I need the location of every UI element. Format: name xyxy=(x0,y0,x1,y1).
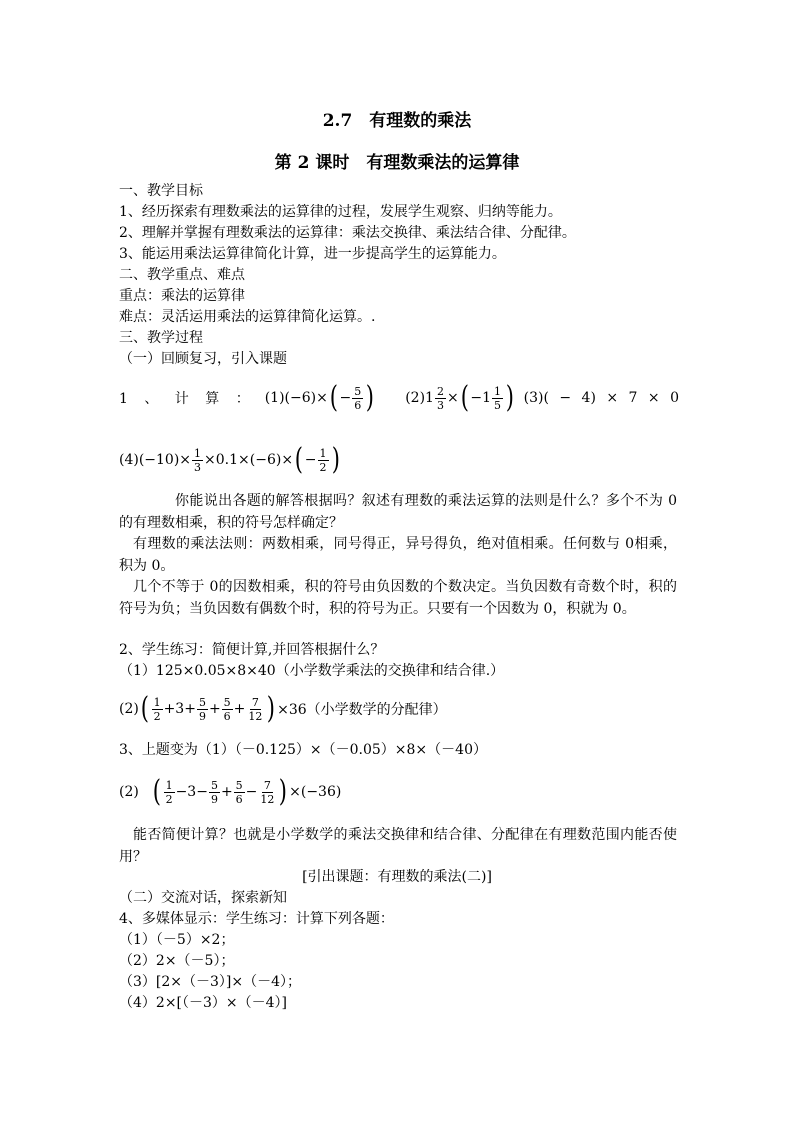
exercise-1 xyxy=(119,376,679,420)
numerator: 1 xyxy=(494,384,502,398)
denominator: 3 xyxy=(194,460,202,474)
paragraph: 你能说出各题的解答根据吗？叙述有理数的乘法运算的法则是什么？多个不为 0的有理数相乘，积的符号怎样确定？ xyxy=(119,493,677,531)
section-heading: 二、教学重点、难点 xyxy=(119,267,245,283)
paren-open: ( xyxy=(152,774,161,809)
practice-heading: 3、上题变为（1）（－0.125）×（－0.05）×8×（－40） xyxy=(119,742,487,758)
math-expr: (2) xyxy=(119,784,139,800)
paragraph: 有理数的乘法法则：两数相乘，同号得正，异号得负，绝对值相乘。任何数与 0相乘，积为 0。 xyxy=(119,536,677,574)
practice-heading: 2、学生练习：简便计算,并回答根据什么？ xyxy=(119,642,385,658)
math-expr: ×0.1×(−6)× xyxy=(204,452,294,468)
paren-close: ) xyxy=(505,380,515,415)
paragraph: 几个不等于 0的因数相乘，积的符号由负因数的个数决定。当负因数有奇数个时，积的符号为负；当负因数有偶数个时，积的符号为正。只要有一个因数为 0，积就为 0。 xyxy=(119,579,677,617)
practice-item-2 xyxy=(119,687,447,731)
math-expr: (2)1 xyxy=(405,390,434,406)
numerator: 7 xyxy=(263,778,271,792)
objective-line: 1、经历探索有理数乘法的运算律的过程，发展学生观察、归纳等能力。 xyxy=(119,204,562,220)
exercise-item: （4）2×[（－3）×（－4）] xyxy=(119,995,288,1011)
denominator: 12 xyxy=(260,792,275,806)
lesson-title: 2.7 有理数的乘法 xyxy=(322,111,472,131)
fraction xyxy=(197,696,208,723)
paren-close: ) xyxy=(267,691,276,726)
math-op: +3+ xyxy=(163,701,196,717)
fraction xyxy=(246,696,264,723)
paren-open: ( xyxy=(294,442,304,477)
math-op: + xyxy=(233,701,246,717)
fraction xyxy=(435,385,446,412)
fraction xyxy=(152,696,163,723)
numerator: 1 xyxy=(165,778,173,792)
numerator: 5 xyxy=(210,778,218,792)
lesson-subtitle: 第 2 课时 有理数乘法的运算律 xyxy=(274,153,520,173)
fraction xyxy=(258,779,276,806)
math-sign: − xyxy=(304,452,317,468)
fraction xyxy=(164,779,175,806)
subsection-heading: （二）交流对话，探索新知 xyxy=(119,890,287,906)
exercise-label: 1 、 计 算 ： xyxy=(119,391,256,407)
denominator: 2 xyxy=(165,792,173,806)
numerator: 1 xyxy=(153,695,161,709)
denominator: 5 xyxy=(494,398,502,412)
math-op: × xyxy=(446,390,459,406)
math-sign: − xyxy=(339,390,352,406)
paren-open: ( xyxy=(329,380,338,415)
denominator: 12 xyxy=(248,709,263,723)
fraction xyxy=(318,447,329,474)
practice-item-3 xyxy=(119,770,341,814)
numerator: 2 xyxy=(436,384,444,398)
math-op: + xyxy=(220,784,233,800)
paren-open: ( xyxy=(460,380,469,415)
section-heading: 一、教学目标 xyxy=(119,183,203,199)
section-heading: 三、教学过程 xyxy=(119,330,203,346)
math-expr: ×(−36) xyxy=(289,784,342,800)
exercise-item: （3）[2×（－3）]×（－4）； xyxy=(119,974,302,990)
numerator: 1 xyxy=(194,446,202,460)
fraction xyxy=(492,385,503,412)
numerator: 5 xyxy=(223,695,231,709)
difficulty-line: 难点：灵活运用乘法的运算律简化运算。. xyxy=(119,309,376,325)
denominator: 3 xyxy=(436,398,444,412)
fraction xyxy=(209,779,220,806)
math-op: + xyxy=(208,701,221,717)
math-op: − xyxy=(245,784,258,800)
fraction xyxy=(234,779,245,806)
numerator: 7 xyxy=(251,695,259,709)
math-expr: ×36（小学数学的分配律） xyxy=(277,702,447,718)
denominator: 2 xyxy=(319,460,327,474)
objective-line: 3、能运用乘法运算律简化计算，进一步提高学生的运算能力。 xyxy=(119,246,506,262)
fraction xyxy=(222,696,233,723)
numerator: 5 xyxy=(354,384,362,398)
exercise-4 xyxy=(119,438,341,482)
math-expr: (3)( − 4) × 7 × 0 xyxy=(523,390,679,406)
paren-close: ) xyxy=(366,380,375,415)
numerator: 5 xyxy=(235,778,243,792)
exercise-item: （1）（－5）×2； xyxy=(119,932,235,948)
fraction xyxy=(352,385,363,412)
exercise-heading: 4、多媒体显示：学生练习：计算下列各题： xyxy=(119,911,394,927)
denominator: 9 xyxy=(198,709,206,723)
math-expr: (2) xyxy=(119,701,139,717)
paren-close: ) xyxy=(279,774,288,809)
paragraph: 能否简便计算？也就是小学数学的乘法交换律和结合律、分配律在有理数范围内能否使用？ xyxy=(119,827,677,865)
math-expr: (4)(−10)× xyxy=(119,452,192,468)
paren-open: ( xyxy=(140,691,149,726)
denominator: 6 xyxy=(223,709,231,723)
subsection-heading: （一）回顾复习，引入课题 xyxy=(119,351,287,367)
exercise-item: （2）2×（－5）； xyxy=(119,953,235,969)
denominator: 6 xyxy=(235,792,243,806)
math-expr: (1)(−6)× xyxy=(264,390,328,406)
math-sign: −1 xyxy=(470,390,492,406)
numerator: 1 xyxy=(319,446,327,460)
practice-item: （1）125×0.05×8×40（小学数学乘法的交换律和结合律.） xyxy=(119,663,505,679)
key-point-line: 重点：乘法的运算律 xyxy=(119,288,245,304)
math-op: −3− xyxy=(175,784,208,800)
fraction xyxy=(192,447,203,474)
denominator: 2 xyxy=(153,709,161,723)
denominator: 6 xyxy=(354,398,362,412)
objective-line: 2、理解并掌握有理数乘法的运算律：乘法交换律、乘法结合律、分配律。 xyxy=(119,225,576,241)
paren-close: ) xyxy=(331,442,340,477)
denominator: 9 xyxy=(210,792,218,806)
topic-intro: [引出课题：有理数的乘法(二)] xyxy=(302,869,492,885)
numerator: 5 xyxy=(198,695,206,709)
